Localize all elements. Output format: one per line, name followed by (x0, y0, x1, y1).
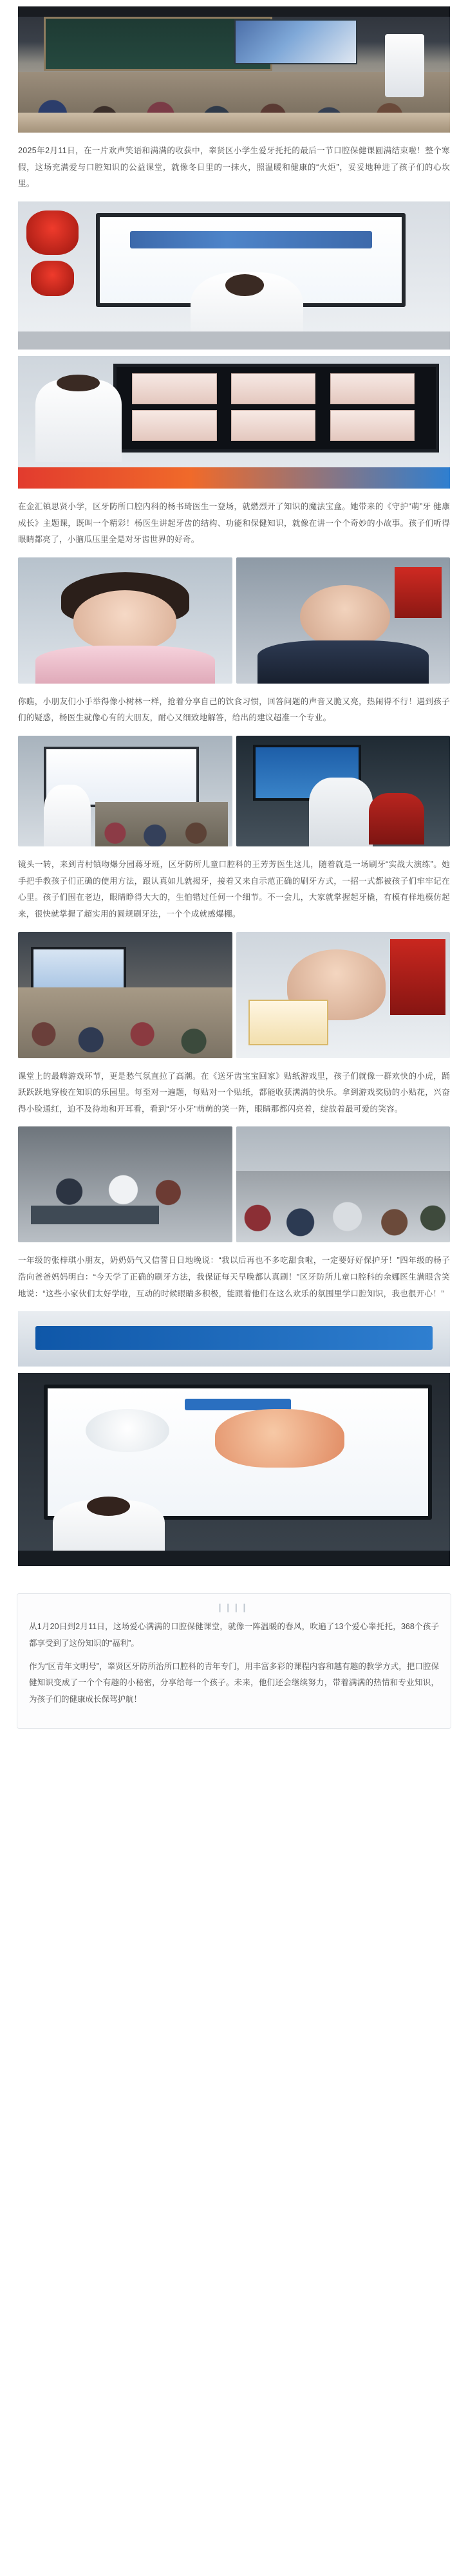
photo-row-demo-group (0, 1126, 468, 1242)
photo-doctor-lecture-lanterns (18, 201, 450, 350)
photo-brushing-demo (18, 1126, 232, 1242)
photo-row-portraits (0, 557, 468, 684)
tooth-photo-5 (231, 410, 315, 441)
classroom-overview-image (18, 6, 450, 133)
slide-title-bar (130, 231, 372, 249)
doctor-figure (385, 34, 424, 97)
sticker-card (248, 1000, 328, 1045)
projector-screen (234, 19, 358, 65)
pink-coat (35, 646, 215, 684)
face (73, 590, 176, 651)
tooth-cross-section (215, 1409, 344, 1468)
people (39, 1164, 189, 1210)
photo-teeth-slide (18, 356, 450, 489)
certificate-banner-image (18, 1311, 450, 1367)
photo-classroom-overview (18, 6, 450, 133)
tooth-photo-1 (132, 373, 216, 404)
paragraph-1: 2025年2月11日，在一片欢声笑语和满满的收获中，睾贤区小学生爱牙托托的最后一节口腔保健课圆满结束啦！整个寒假，这场充满爱与口腔知识的公益课堂，就像冬日里的一抹火，照温暖和健康的“火炬”，妥妥地种进了孩子们的心坎里。 (18, 146, 450, 189)
photo-row-interaction (0, 736, 468, 846)
red-backdrop (390, 939, 445, 1015)
red-decor (395, 567, 442, 617)
doctor-boy-image (236, 736, 451, 846)
red-lantern-lower (31, 261, 74, 296)
doctor-figure (44, 785, 91, 846)
paragraph-4: 镜头一转，来到青村镇吻爆分园蒋牙班，区牙防所儿童口腔科的王芳芳医生这儿，随着就是一场刷牙“实战大演练”。她手把手教孩子们正确的使用方法，跟认真如儿就揭牙，接着又来自示范正确的刷牙方式，一招一式都被孩子们牢牢记在心里。孩子们围在老边，眼睛睁得大大的，生怕错过任何一个细节。不一会儿，大家就掌握起牙橇，有模有样地模仿起来，很快就掌握了超实用的圆规刷牙法，一个个成就感爆棚。 (18, 860, 450, 919)
paragraph-1-block (0, 143, 468, 192)
slide-screen (113, 364, 440, 453)
demo-table (31, 1206, 160, 1224)
doctor-presenter (35, 380, 122, 462)
tooth-photo-4 (132, 410, 216, 441)
banner-strip (35, 1326, 433, 1350)
article-page (0, 6, 468, 1729)
classroom-wide-image (18, 932, 232, 1058)
spacer (0, 1573, 468, 1579)
final-tooth-slide-image (18, 1373, 450, 1566)
boy-sticker-image (236, 932, 451, 1058)
red-lantern-upper (26, 210, 79, 255)
paragraph-6: 一年级的张梓琪小朋友，奶奶奶气又信誓日日地晚说：“我以后再也不多吃甜食啦，一定要好好保护牙！”四年级的杨子浩向爸爸妈妈明白：“今天学了正确的刷牙方法，我保证每天早晚都认真刷！”区牙防所儿童口腔科的余娜医生满眼含笑地说：“这些小家伙们太好学啦，互动的时候眼睛多积极，能跟着他们在这么欢乐的氛围里学口腔知识，我也很开心！” (18, 1256, 450, 1298)
paragraph-5: 课堂上的最嗨游戏环节，更是愁气氛直拉了高潮。在《送牙齿宝宝回家》贴纸游戏里，孩子们就像一群欢快的小虎，踊跃跃跃地穿梭在知识的乐园里。每至对一遍题，每贴对一个贴纸，都能收获满满的快乐。拿到游戏奖励的小贴花，兴奋得小脸通红，迫不及待地和开耳看，看到“牙小牙”萌萌的笑一阵，眼睛那都闪亮着，绽放着最可爱的笑容。 (18, 1071, 450, 1114)
children-group-image (236, 1126, 451, 1242)
boy-red-coat (369, 793, 424, 844)
photo-doctor-and-students (18, 736, 232, 846)
children-crowd (236, 1171, 451, 1243)
floor-band (18, 1551, 450, 1566)
paragraph-2-block (0, 499, 468, 548)
photo-boy-sticker (236, 932, 451, 1058)
photo-final-slide (18, 1373, 450, 1566)
tooth-photo-2 (231, 373, 315, 404)
decoration-line: ┃┃┃┃ (218, 1605, 250, 1613)
photo-classroom-wide (18, 932, 232, 1058)
paragraph-2: 在金汇镇思贤小学，区牙防所口腔内科的杨书琦医生一登场，就燃烈开了知识的魔法宝盒。她带来的《守护“萌”牙 健康成长》主题课，既叫一个精彩！杨医生讲起牙齿的结构、功能和保健知识，就像在讲一个个奇妙的小故事。孩子们听得眼睛都亮了，小脑瓜压里全是对牙齿世界的好奇。 (18, 501, 450, 545)
girl-listening-image (18, 557, 232, 684)
doctor-lecture-image (18, 201, 450, 350)
photo-doctor-with-boy (236, 736, 451, 846)
student-rows (18, 987, 232, 1058)
doctor-students-image (18, 736, 232, 846)
boy-listening-image (236, 557, 451, 684)
doctor-figure (309, 778, 373, 846)
desk-row (18, 113, 450, 133)
boy-face (300, 585, 390, 648)
tooth-photo-3 (330, 373, 415, 404)
photo-row-class-sticker (0, 932, 468, 1058)
mascot-illustration (86, 1409, 169, 1452)
photo-boy-portrait (236, 557, 451, 684)
footer-paragraph-1: 从1月20日到2月11日，这场爱心满满的口腔保健课堂，就像一阵温暖的春风，吹遍了13个爱心睾托托，368个孩子都享受到了这份知识的“福利”。 (29, 1622, 439, 1648)
footer-paragraph-2: 作为“区青年文明号”，睾贤区牙防所治所口腔科的青年专门，用丰富多彩的课程内容和越有趣的教学方式，把口腔保健知识变成了一个个有趣的小秘密，分享给每一个孩子。未来，他们还会继续努力，带着满满的热情和专业知识，为孩子们的健康成长保驾护航！ (29, 1661, 439, 1704)
paragraph-5-block (0, 1069, 468, 1118)
bottom-banner (18, 467, 450, 489)
students (95, 802, 228, 846)
paragraph-3-block (0, 694, 468, 727)
photo-girl-portrait (18, 557, 232, 684)
paragraph-3: 你瞧，小朋友们小手举得像小树林一样，抢着分享自己的饮食习惯，回答问题的声音又脆又亮，热闹得不行！遇到孩子们的疑惑，杨医生就像心有的大朋友，耐心又细致地解答，给出的建议超准一个专业。 (18, 696, 450, 723)
brushing-demo-image (18, 1126, 232, 1242)
tooth-photo-6 (330, 410, 415, 441)
floor-band (18, 331, 450, 350)
paragraph-4-block (0, 857, 468, 923)
footer-card (17, 1593, 451, 1729)
doctor-head (225, 274, 264, 297)
photo-children-group (236, 1126, 451, 1242)
teeth-slide-image (18, 356, 450, 489)
dark-jacket (257, 640, 429, 684)
photo-certificate-banner (18, 1311, 450, 1367)
ceiling-band (18, 6, 450, 17)
paragraph-6-block (0, 1253, 468, 1302)
